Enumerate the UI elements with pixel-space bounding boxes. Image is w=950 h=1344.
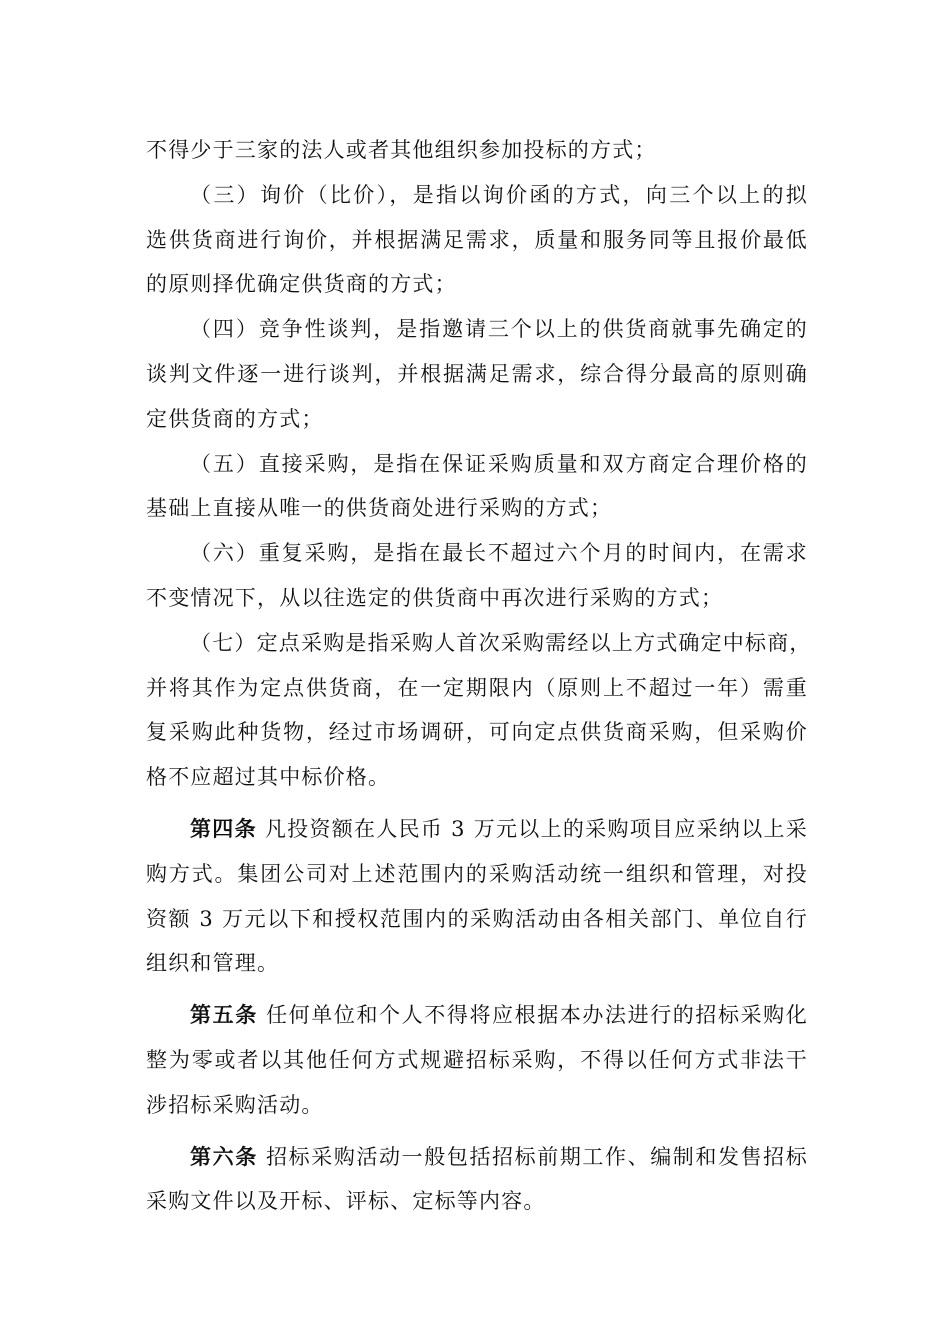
paragraph-item-5 (146, 442, 808, 532)
article-first-line (146, 1135, 808, 1180)
text-line: 采购文件以及开标、评标、定标等内容。 (146, 1189, 546, 1214)
article-first-text: 凡投资额在人民币 3 万元以上的采购项目应采纳以上采 (264, 816, 808, 841)
text-line: 格不应超过其中标价格。 (146, 765, 391, 790)
text-line: 整为零或者以其他任何方式规避招标采购，不得以任何方式非法干 (146, 1047, 808, 1072)
text-line: （五）直接采购，是指在保证采购质量和双方商定合理价格的 (190, 451, 808, 476)
paragraph-item-6 (146, 531, 808, 621)
article-heading: 第四条 (190, 816, 257, 841)
text-line: 选供货商进行询价，并根据满足需求，质量和服务同等且报价最低 (146, 227, 808, 252)
text-line: 涉招标采购活动。 (146, 1092, 324, 1117)
text-line: 资额 3 万元以下和授权范围内的采购活动由各相关部门、单位自行 (146, 906, 808, 931)
text-line: 复采购此种货物，经过市场调研，可向定点供货商采购，但采购价 (146, 720, 808, 745)
text-line: 定供货商的方式； (146, 406, 324, 431)
text-line: （三）询价（比价），是指以询价函的方式，向三个以上的拟 (190, 182, 808, 207)
article-heading: 第六条 (190, 1144, 258, 1169)
text-line: 不变情况下，从以往选定的供货商中再次进行采购的方式； (146, 585, 724, 610)
text-line: 购方式。集团公司对上述范围内的采购活动统一组织和管理，对投 (146, 861, 808, 886)
text-line: 并将其作为定点供货商，在一定期限内（原则上不超过一年）需重 (146, 675, 808, 700)
text-line: 基础上直接从唯一的供货商处进行采购的方式； (146, 496, 613, 521)
text-line: （四）竞争性谈判，是指邀请三个以上的供货商就事先确定的 (190, 317, 808, 342)
paragraph-item-4 (146, 307, 808, 441)
text-line: 谈判文件逐一进行谈判，并根据满足需求，综合得分最高的原则确 (146, 361, 808, 386)
text-line: 的原则择优确定供货商的方式； (146, 272, 457, 297)
text-line: （六）重复采购，是指在最长不超过六个月的时间内，在需求 (190, 541, 808, 566)
paragraph-continuation (146, 128, 808, 173)
article-first-text: 任何单位和个人不得将应根据本办法进行的招标采购化 (266, 1003, 808, 1028)
article-4 (146, 807, 808, 986)
article-first-line (146, 807, 808, 852)
article-first-text: 招标采购活动一般包括招标前期工作、编制和发售招标 (266, 1144, 808, 1169)
document-body (146, 128, 812, 1224)
article-first-line (146, 993, 808, 1038)
text-line: 组织和管理。 (146, 951, 280, 976)
article-5 (146, 993, 808, 1127)
article-heading: 第五条 (190, 1003, 258, 1028)
article-6 (146, 1135, 808, 1225)
text-line: （七）定点采购是指采购人首次采购需经以上方式确定中标商， (190, 630, 812, 655)
paragraph-item-7 (146, 621, 812, 800)
paragraph-item-3 (146, 173, 808, 307)
text-line: 不得少于三家的法人或者其他组织参加投标的方式； (146, 138, 657, 162)
